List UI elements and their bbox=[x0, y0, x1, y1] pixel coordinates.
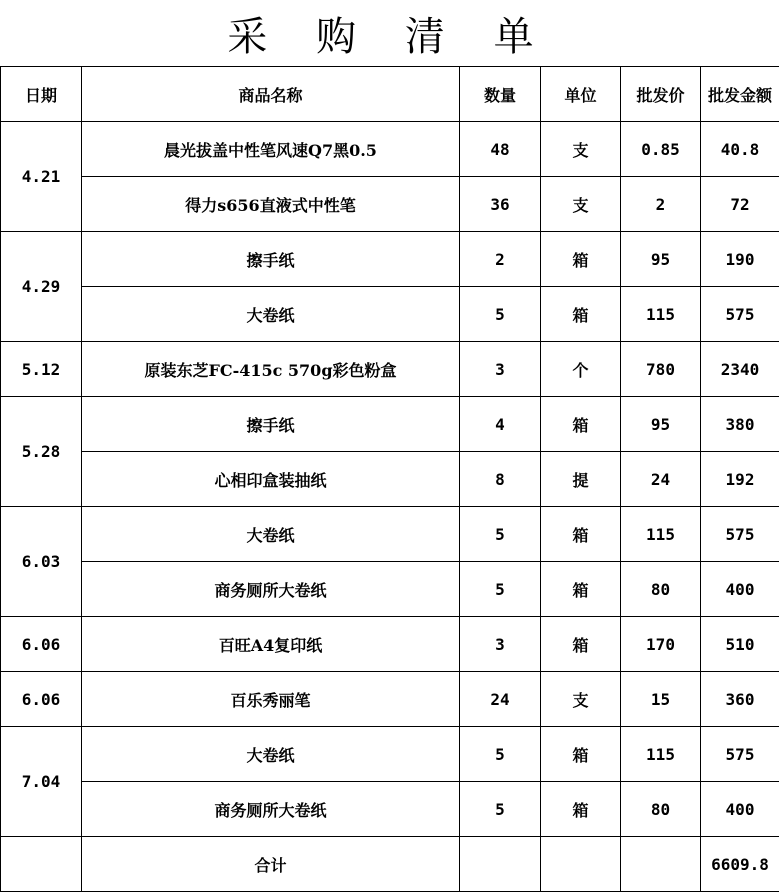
date-cell[interactable]: 7.04 bbox=[1, 727, 82, 837]
price-cell[interactable]: 780 bbox=[621, 342, 701, 397]
total-empty-unit[interactable] bbox=[541, 837, 621, 892]
qty-cell[interactable]: 4 bbox=[460, 397, 541, 452]
header-unit[interactable]: 单位 bbox=[541, 67, 621, 122]
price-cell[interactable]: 115 bbox=[621, 727, 701, 782]
unit-cell[interactable]: 箱 bbox=[541, 287, 621, 342]
header-price[interactable]: 批发价 bbox=[621, 67, 701, 122]
total-row bbox=[1, 837, 779, 892]
amount-cell[interactable]: 190 bbox=[701, 232, 779, 287]
purchase-table bbox=[0, 66, 779, 892]
qty-cell[interactable]: 3 bbox=[460, 342, 541, 397]
table-row bbox=[1, 397, 779, 452]
price-cell[interactable]: 95 bbox=[621, 397, 701, 452]
date-cell[interactable]: 4.21 bbox=[1, 122, 82, 232]
qty-cell[interactable]: 5 bbox=[460, 727, 541, 782]
amount-cell[interactable]: 360 bbox=[701, 672, 779, 727]
header-name[interactable]: 商品名称 bbox=[82, 67, 460, 122]
amount-cell[interactable]: 510 bbox=[701, 617, 779, 672]
item-name-cell[interactable]: 百乐秀丽笔 bbox=[82, 672, 460, 727]
price-cell[interactable]: 170 bbox=[621, 617, 701, 672]
sheet-title: 采 购 清 单 bbox=[0, 0, 779, 66]
qty-cell[interactable]: 5 bbox=[460, 782, 541, 837]
item-name-cell[interactable]: 大卷纸 bbox=[82, 507, 460, 562]
item-name-cell[interactable]: 擦手纸 bbox=[82, 232, 460, 287]
amount-cell[interactable]: 40.8 bbox=[701, 122, 779, 177]
item-name-cell[interactable]: 心相印盒装抽纸 bbox=[82, 452, 460, 507]
qty-cell[interactable]: 3 bbox=[460, 617, 541, 672]
header-row bbox=[1, 67, 779, 122]
qty-cell[interactable]: 5 bbox=[460, 287, 541, 342]
amount-cell[interactable]: 72 bbox=[701, 177, 779, 232]
date-cell[interactable]: 6.03 bbox=[1, 507, 82, 617]
table-row bbox=[1, 727, 779, 782]
unit-cell[interactable]: 箱 bbox=[541, 727, 621, 782]
total-amount[interactable]: 6609.8 bbox=[701, 837, 779, 892]
header-qty[interactable]: 数量 bbox=[460, 67, 541, 122]
date-cell[interactable]: 6.06 bbox=[1, 672, 82, 727]
total-label[interactable]: 合计 bbox=[82, 837, 460, 892]
date-cell[interactable]: 6.06 bbox=[1, 617, 82, 672]
table-row bbox=[1, 287, 779, 342]
amount-cell[interactable]: 575 bbox=[701, 507, 779, 562]
item-name-cell[interactable]: 得力s656直液式中性笔 bbox=[82, 177, 460, 232]
price-cell[interactable]: 2 bbox=[621, 177, 701, 232]
unit-cell[interactable]: 个 bbox=[541, 342, 621, 397]
unit-cell[interactable]: 支 bbox=[541, 122, 621, 177]
table-row bbox=[1, 672, 779, 727]
total-empty-date[interactable] bbox=[1, 837, 82, 892]
unit-cell[interactable]: 提 bbox=[541, 452, 621, 507]
price-cell[interactable]: 0.85 bbox=[621, 122, 701, 177]
amount-cell[interactable]: 400 bbox=[701, 562, 779, 617]
item-name-cell[interactable]: 大卷纸 bbox=[82, 727, 460, 782]
date-cell[interactable]: 5.12 bbox=[1, 342, 82, 397]
unit-cell[interactable]: 支 bbox=[541, 177, 621, 232]
table-row bbox=[1, 122, 779, 177]
amount-cell[interactable]: 400 bbox=[701, 782, 779, 837]
header-date[interactable]: 日期 bbox=[1, 67, 82, 122]
header-amount[interactable]: 批发金额 bbox=[701, 67, 779, 122]
qty-cell[interactable]: 5 bbox=[460, 562, 541, 617]
date-cell[interactable]: 5.28 bbox=[1, 397, 82, 507]
qty-cell[interactable]: 48 bbox=[460, 122, 541, 177]
unit-cell[interactable]: 箱 bbox=[541, 562, 621, 617]
item-name-cell[interactable]: 商务厕所大卷纸 bbox=[82, 782, 460, 837]
table-row bbox=[1, 617, 779, 672]
unit-cell[interactable]: 支 bbox=[541, 672, 621, 727]
price-cell[interactable]: 95 bbox=[621, 232, 701, 287]
price-cell[interactable]: 80 bbox=[621, 562, 701, 617]
unit-cell[interactable]: 箱 bbox=[541, 617, 621, 672]
table-row bbox=[1, 232, 779, 287]
amount-cell[interactable]: 575 bbox=[701, 727, 779, 782]
unit-cell[interactable]: 箱 bbox=[541, 397, 621, 452]
table-row bbox=[1, 507, 779, 562]
unit-cell[interactable]: 箱 bbox=[541, 507, 621, 562]
qty-cell[interactable]: 8 bbox=[460, 452, 541, 507]
date-cell[interactable]: 4.29 bbox=[1, 232, 82, 342]
item-name-cell[interactable]: 百旺A4复印纸 bbox=[82, 617, 460, 672]
item-name-cell[interactable]: 晨光拔盖中性笔风速Q7黑0.5 bbox=[82, 122, 460, 177]
price-cell[interactable]: 24 bbox=[621, 452, 701, 507]
table-row bbox=[1, 177, 779, 232]
qty-cell[interactable]: 36 bbox=[460, 177, 541, 232]
table-row bbox=[1, 342, 779, 397]
qty-cell[interactable]: 5 bbox=[460, 507, 541, 562]
unit-cell[interactable]: 箱 bbox=[541, 232, 621, 287]
item-name-cell[interactable]: 擦手纸 bbox=[82, 397, 460, 452]
table-row bbox=[1, 562, 779, 617]
price-cell[interactable]: 115 bbox=[621, 287, 701, 342]
amount-cell[interactable]: 192 bbox=[701, 452, 779, 507]
amount-cell[interactable]: 2340 bbox=[701, 342, 779, 397]
item-name-cell[interactable]: 原装东芝FC-415c 570g彩色粉盒 bbox=[82, 342, 460, 397]
unit-cell[interactable]: 箱 bbox=[541, 782, 621, 837]
amount-cell[interactable]: 575 bbox=[701, 287, 779, 342]
item-name-cell[interactable]: 商务厕所大卷纸 bbox=[82, 562, 460, 617]
total-empty-qty[interactable] bbox=[460, 837, 541, 892]
qty-cell[interactable]: 24 bbox=[460, 672, 541, 727]
price-cell[interactable]: 115 bbox=[621, 507, 701, 562]
table-row bbox=[1, 782, 779, 837]
price-cell[interactable]: 15 bbox=[621, 672, 701, 727]
item-name-cell[interactable]: 大卷纸 bbox=[82, 287, 460, 342]
qty-cell[interactable]: 2 bbox=[460, 232, 541, 287]
table-row bbox=[1, 452, 779, 507]
amount-cell[interactable]: 380 bbox=[701, 397, 779, 452]
price-cell[interactable]: 80 bbox=[621, 782, 701, 837]
total-empty-price[interactable] bbox=[621, 837, 701, 892]
